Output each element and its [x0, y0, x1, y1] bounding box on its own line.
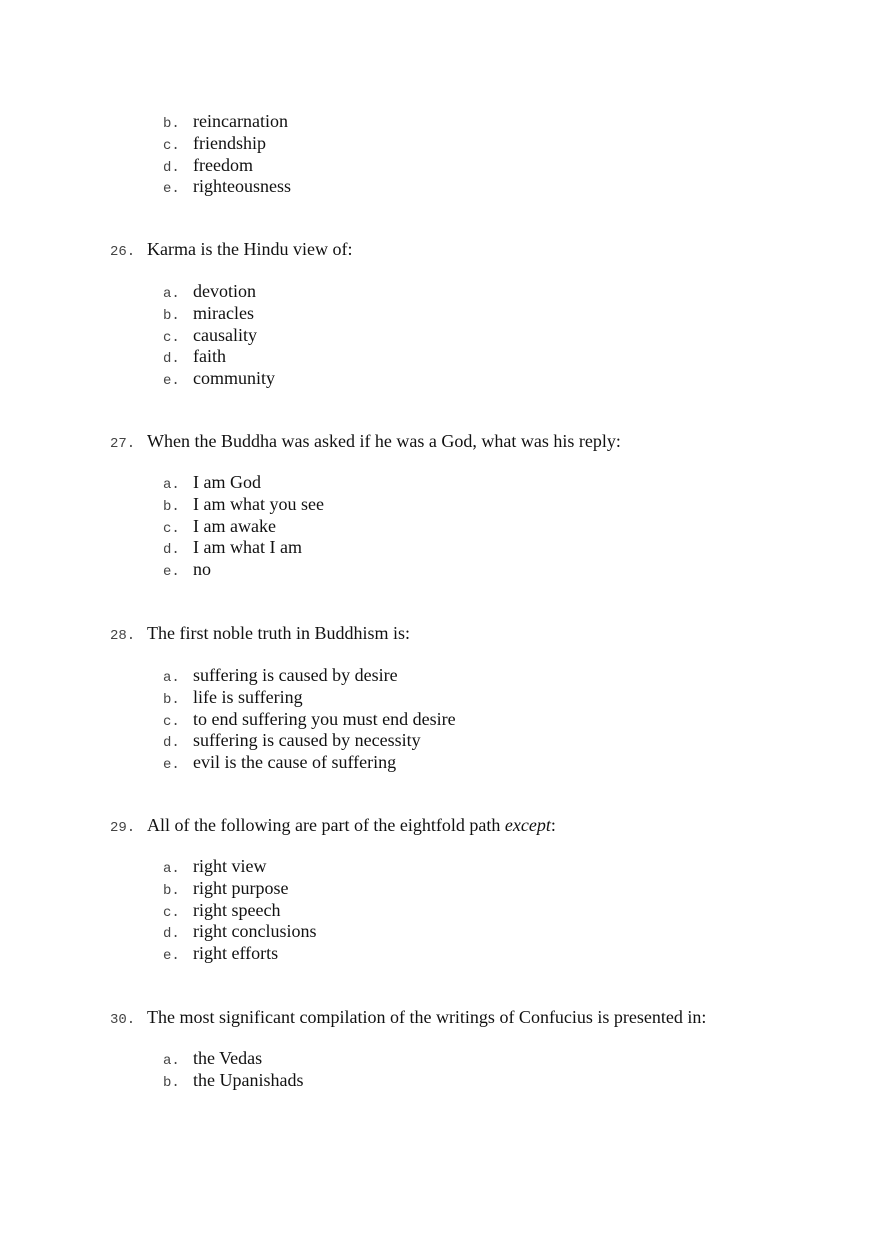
option-letter: e. [163, 373, 180, 390]
option-text: community [193, 368, 275, 389]
option-text: to end suffering you must end desire [193, 708, 456, 729]
question-text: All of the following are part of the eightfold path [147, 815, 505, 835]
option-d [163, 346, 275, 368]
option-c [163, 133, 291, 155]
option-d [163, 730, 456, 752]
question-text: Karma is the Hindu view of: [147, 239, 353, 259]
option-text: the Upanishads [193, 1069, 304, 1090]
option-e [163, 368, 275, 390]
option-text: right purpose [193, 877, 289, 898]
option-b [163, 111, 291, 133]
question-27 [110, 430, 621, 455]
option-b [163, 878, 317, 900]
question-number: 27. [110, 436, 136, 452]
option-text: devotion [193, 281, 256, 301]
option-text: right efforts [193, 943, 279, 964]
option-b [163, 494, 324, 516]
option-text: right view [193, 856, 267, 876]
option-letter: d. [163, 351, 180, 368]
question-30-options [163, 1048, 303, 1092]
option-text: I am awake [193, 515, 276, 536]
option-letter: a. [163, 670, 180, 686]
question-30 [110, 1006, 706, 1031]
question-text: When the Buddha was asked if he was a God, what was his reply: [147, 431, 621, 451]
option-letter: b. [163, 307, 180, 324]
option-e [163, 943, 317, 965]
question-number: 28. [110, 628, 136, 644]
question-text-emphasis: except [504, 815, 551, 835]
option-b [163, 687, 456, 709]
option-letter: e. [163, 757, 180, 774]
option-text: faith [193, 346, 226, 367]
option-c [163, 325, 275, 347]
option-letter: a. [163, 1053, 180, 1069]
option-text: the Vedas [193, 1048, 263, 1068]
question-text: The first noble truth in Buddhism is: [147, 623, 410, 643]
option-d [163, 537, 324, 559]
option-letter: d. [163, 159, 180, 176]
option-c [163, 516, 324, 538]
option-letter: e. [163, 181, 180, 198]
option-text: friendship [193, 132, 266, 153]
question-27-options [163, 472, 324, 581]
question-number: 30. [110, 1012, 136, 1028]
option-text: suffering is caused by necessity [193, 730, 421, 751]
option-text: miracles [193, 302, 254, 323]
option-text: reincarnation [193, 111, 288, 131]
option-a [163, 281, 275, 303]
option-c [163, 900, 317, 922]
option-letter: b. [163, 691, 180, 708]
option-text: I am God [193, 472, 261, 492]
option-letter: c. [163, 520, 180, 537]
option-d [163, 155, 291, 177]
question-28-options [163, 665, 456, 774]
option-e [163, 176, 291, 198]
option-text: life is suffering [193, 686, 303, 707]
option-letter: e. [163, 564, 180, 581]
option-letter: b. [163, 882, 180, 899]
option-text: righteousness [193, 176, 291, 197]
question-number: 29. [110, 820, 136, 836]
option-e [163, 752, 456, 774]
option-d [163, 921, 317, 943]
option-text: no [193, 559, 211, 580]
option-a [163, 665, 456, 687]
q25-continued-options [163, 111, 291, 198]
option-c [163, 709, 456, 731]
option-letter: a. [163, 286, 180, 302]
option-text: right speech [193, 899, 281, 920]
question-number: 26. [110, 244, 136, 260]
option-text: causality [193, 324, 257, 345]
option-text: right conclusions [193, 921, 317, 942]
question-26 [110, 238, 352, 263]
question-26-options [163, 281, 275, 390]
option-b [163, 1070, 303, 1092]
option-text: I am what I am [193, 537, 302, 558]
option-letter: a. [163, 477, 180, 493]
option-letter: d. [163, 735, 180, 752]
option-letter: b. [163, 116, 180, 132]
question-28 [110, 622, 410, 647]
option-text: I am what you see [193, 493, 324, 514]
option-text: evil is the cause of suffering [193, 752, 397, 773]
option-letter: c. [163, 329, 180, 346]
option-letter: c. [163, 904, 180, 921]
option-a [163, 472, 324, 494]
option-letter: d. [163, 542, 180, 559]
question-text-end: : [550, 815, 556, 835]
option-text: freedom [193, 154, 253, 175]
option-a [163, 1048, 303, 1070]
option-letter: e. [163, 948, 180, 965]
option-letter: c. [163, 713, 180, 730]
question-29 [110, 814, 556, 839]
option-e [163, 559, 324, 581]
question-text: The most significant compilation of the writings of Confucius is presented in: [147, 1007, 707, 1027]
option-letter: a. [163, 861, 180, 877]
option-letter: d. [163, 926, 180, 943]
option-b [163, 303, 275, 325]
option-letter: b. [163, 1074, 180, 1091]
option-a [163, 856, 317, 878]
option-letter: b. [163, 498, 180, 515]
option-letter: c. [163, 137, 180, 154]
question-29-options [163, 856, 317, 965]
option-text: suffering is caused by desire [193, 665, 398, 685]
